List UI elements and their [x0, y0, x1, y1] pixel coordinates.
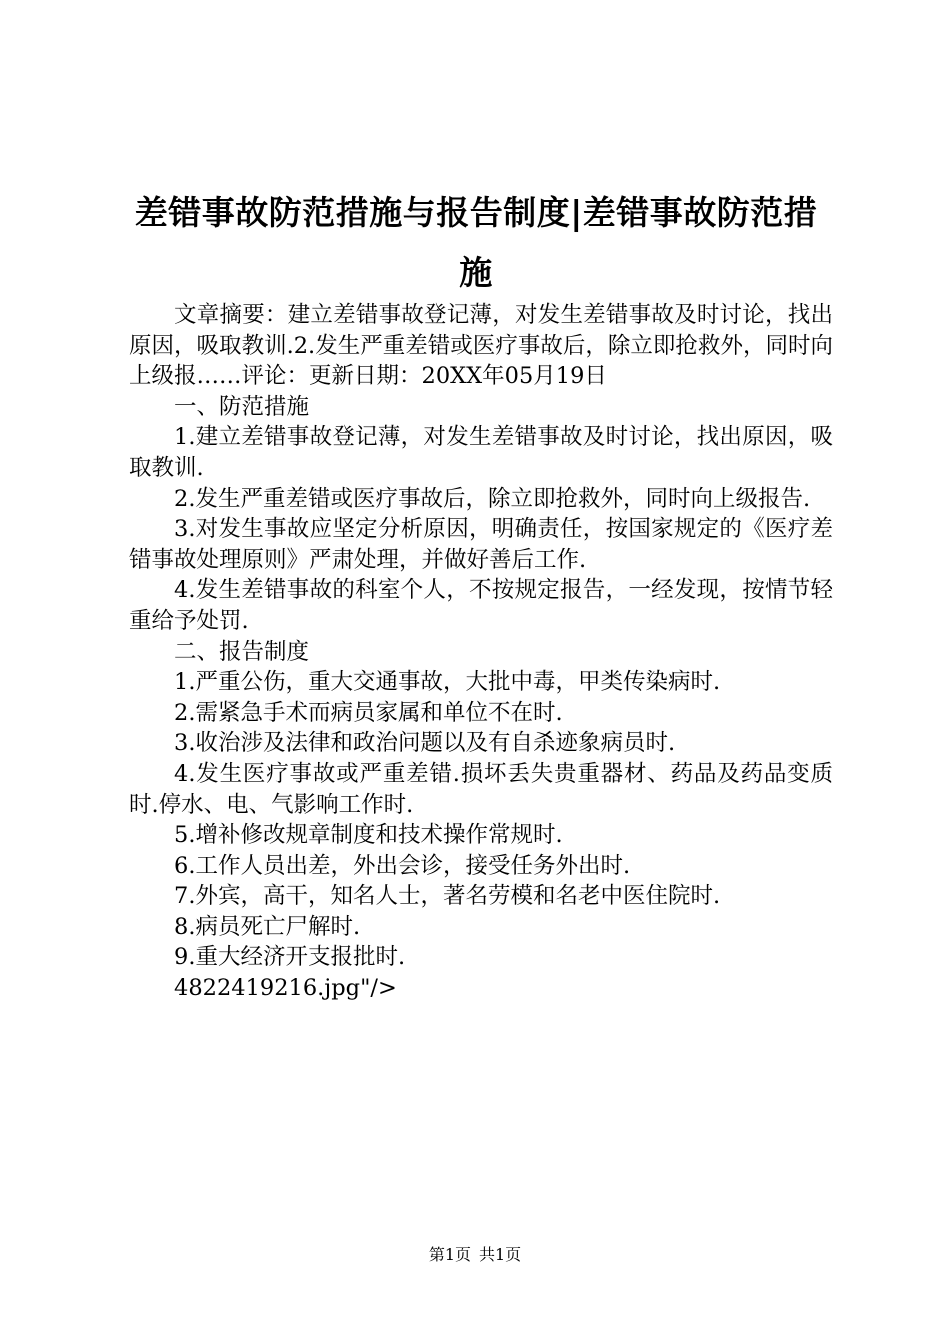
stray-image-text: 4822419216.jpg"/> [174, 975, 397, 1002]
document-body [129, 300, 833, 1004]
list-item: 1.建立差错事故登记薄，对发生差错事故及时讨论，找出原因，吸取教训. [129, 424, 833, 481]
page-total: 共1页 [479, 1245, 522, 1264]
list-item: 3.对发生事故应坚定分析原因，明确责任，按国家规定的《医疗差错事故处理原则》严肃处理，并做好善后工作. [129, 516, 833, 573]
list-item: 4.发生差错事故的科室个人，不按规定报告，一经发现，按情节轻重给予处罚. [129, 577, 833, 634]
page-number: 第1页 [428, 1245, 471, 1264]
abstract-paragraph: 文章摘要：建立差错事故登记薄，对发生差错事故及时讨论，找出原因，吸取教训.2.发生严重差错或医疗事故后，除立即抢救外，同时向上级报……评论：更新日期：20XX年05月19日 [129, 302, 833, 390]
list-item: 2.需紧急手术而病员家属和单位不在时. [174, 699, 563, 726]
list-item: 4.发生医疗事故或严重差错.损坏丢失贵重器材、药品及药品变质时.停水、电、气影响工作时. [129, 760, 833, 818]
page-footer [0, 1244, 950, 1266]
list-item: 7.外宾，高干，知名人士，著名劳模和名老中医住院时. [174, 883, 721, 910]
section-heading-prevention: 一、防范措施 [174, 393, 310, 420]
section-heading-reporting: 二、报告制度 [174, 638, 310, 665]
list-item: 5.增补修改规章制度和技术操作常规时. [174, 822, 563, 849]
list-item: 8.病员死亡尸解时. [174, 913, 361, 940]
document-title: 差错事故防范措施与报告制度|差错事故防范措施 [134, 193, 818, 292]
list-item: 3.收治涉及法律和政治问题以及有自杀迹象病员时. [174, 730, 676, 757]
list-item: 9.重大经济开支报批时. [174, 944, 406, 971]
list-item: 1.严重公伤，重大交通事故，大批中毒，甲类传染病时. [174, 669, 721, 696]
list-item: 2.发生严重差错或医疗事故后，除立即抢救外，同时向上级报告. [174, 485, 811, 512]
list-item: 6.工作人员出差，外出会诊，接受任务外出时. [174, 852, 631, 879]
